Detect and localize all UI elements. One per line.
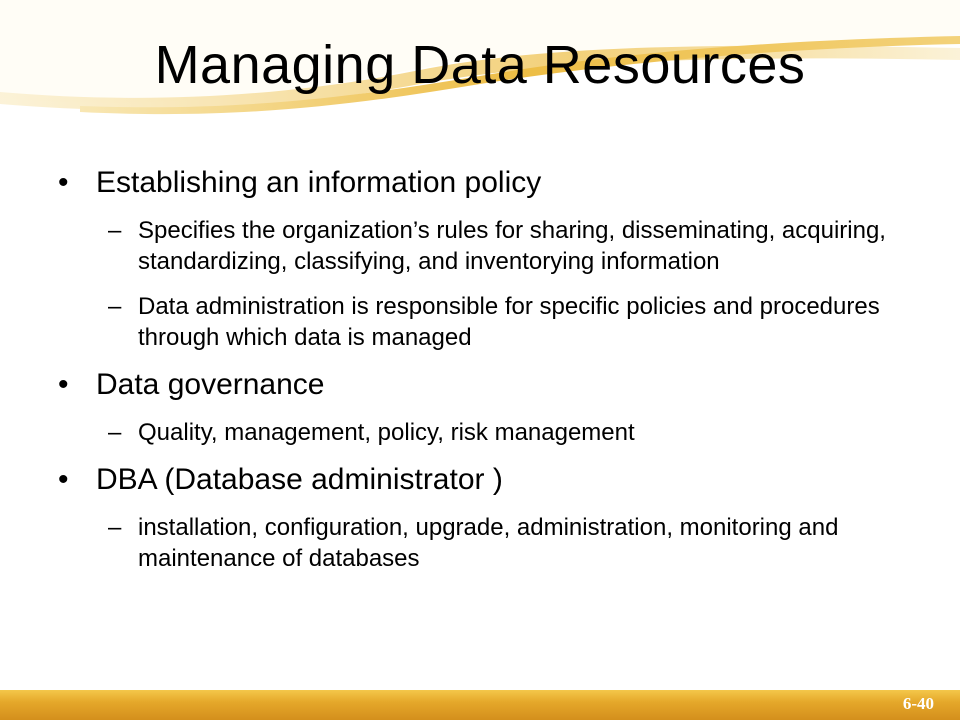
slide-content bbox=[58, 165, 898, 588]
dash-marker: – bbox=[108, 419, 122, 446]
bullet-marker: • bbox=[58, 463, 69, 496]
sub-bullet-text: Specifies the organization’s rules for sharing, disseminating, acquiring, standardizing, classifying, and inventorying information bbox=[138, 217, 886, 275]
page-number: 6-40 bbox=[902, 694, 934, 713]
bullet-text: Establishing an information policy bbox=[96, 166, 542, 199]
sub-bullet-text: Quality, management, policy, risk management bbox=[138, 419, 635, 446]
sub-bullet-data-administration bbox=[58, 291, 898, 353]
bullet-dba bbox=[58, 462, 898, 498]
slide-title: Managing Data Resources bbox=[154, 35, 806, 95]
bullet-marker: • bbox=[58, 368, 69, 401]
sub-bullet-rules bbox=[58, 215, 898, 277]
dash-marker: – bbox=[108, 514, 122, 541]
dash-marker: – bbox=[108, 217, 122, 244]
sub-bullet-text: Data administration is responsible for specific policies and procedures through which data is managed bbox=[138, 293, 880, 351]
bullet-data-governance bbox=[58, 367, 898, 403]
bullet-text: DBA (Database administrator ) bbox=[96, 463, 503, 496]
sub-bullet-text: installation, configuration, upgrade, administration, monitoring and maintenance of databases bbox=[138, 514, 839, 572]
dash-marker: – bbox=[108, 293, 122, 320]
bullet-information-policy bbox=[58, 165, 898, 201]
sub-bullet-dba-duties bbox=[58, 512, 898, 574]
bullet-text: Data governance bbox=[96, 368, 325, 401]
sub-bullet-quality bbox=[58, 417, 898, 448]
bottom-bar bbox=[0, 690, 960, 720]
bullet-marker: • bbox=[58, 166, 69, 199]
